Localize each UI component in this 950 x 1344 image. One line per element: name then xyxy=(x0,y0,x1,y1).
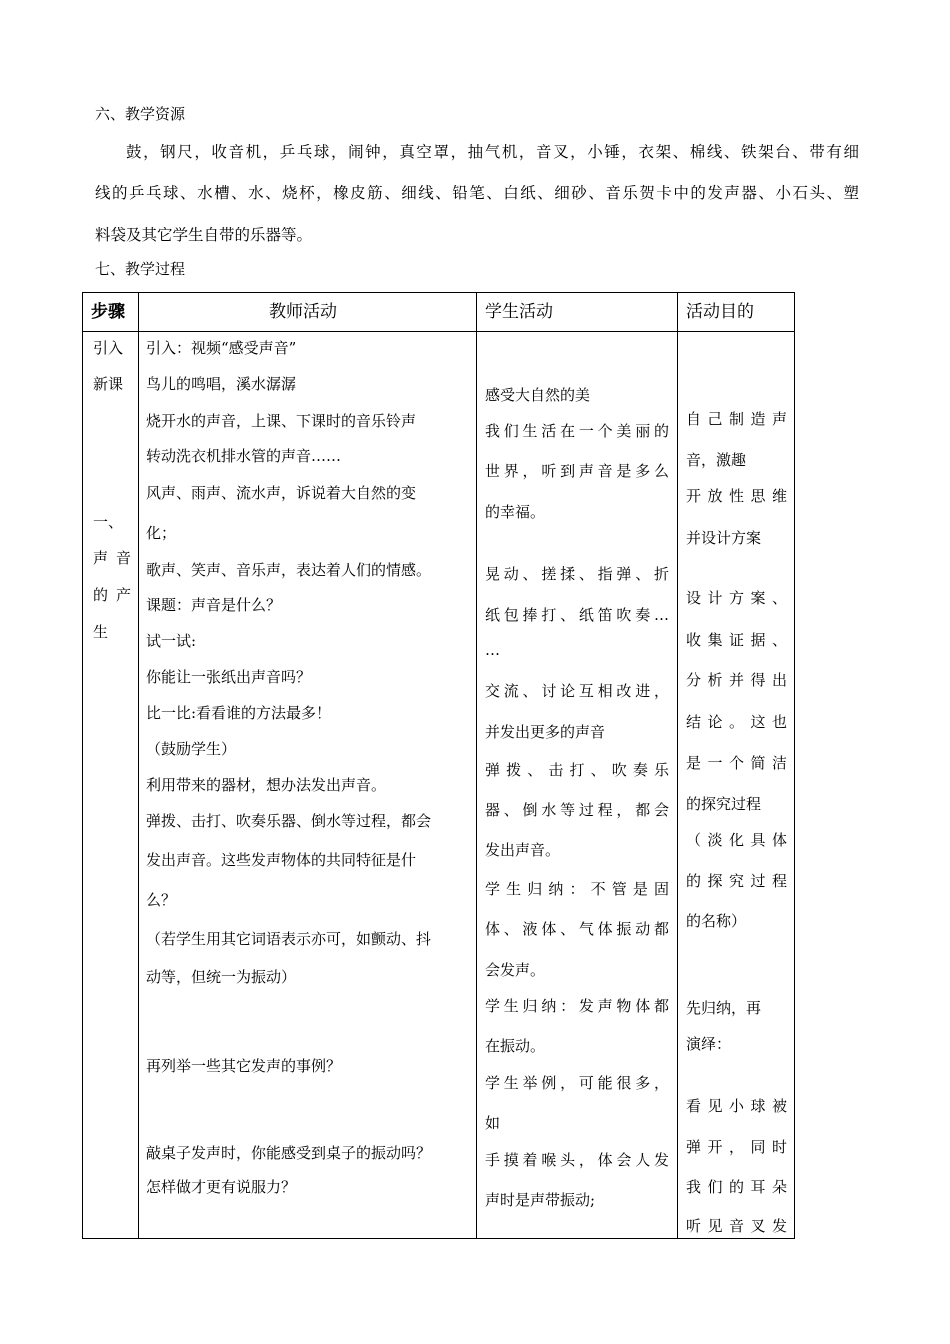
step-text: 生 xyxy=(93,623,109,641)
student-text: 在振动。 xyxy=(485,1037,546,1055)
teacher-text: 歌声、笑声、音乐声，表达着人们的情感。 xyxy=(146,561,432,579)
student-text: 器、倒水等过程，都会 xyxy=(485,801,669,819)
purpose-text: 是一个简洁 xyxy=(686,754,787,772)
paragraph-line: 鼓，钢尺，收音机，乒乓球，闹钟，真空罩，抽气机，音叉，小锤，衣架、棉线、铁架台、带有细 xyxy=(126,143,859,161)
teacher-text: 课题：声音是什么？ xyxy=(146,596,282,614)
purpose-text: 音，激趣 xyxy=(686,451,747,469)
student-text: 会发声。 xyxy=(485,961,546,979)
paragraph-line: 线的乒乓球、水槽、水、烧杯，橡皮筋、细线、铅笔、白纸、细砂、音乐贺卡中的发声器、小石头、塑 xyxy=(95,184,859,202)
teacher-text: 弹拨、击打、吹奏乐器、倒水等过程，都会 xyxy=(146,812,432,830)
step-text: 一、 xyxy=(93,513,124,531)
student-text: 交流、讨论互相改进， xyxy=(485,682,669,700)
student-text: 弹拨、击打、吹奏乐 xyxy=(485,761,669,779)
student-text: 纸包捧打、纸笛吹奏… xyxy=(485,606,669,624)
teacher-text: 烧开水的声音，上课、下课时的音乐铃声 xyxy=(146,412,417,430)
student-text: 的幸福。 xyxy=(485,503,546,521)
student-text: 手摸着喉头，体会人发 xyxy=(485,1151,669,1169)
teacher-text: 引入：视频“感受声音” xyxy=(146,339,297,357)
purpose-text: 看见小球被 xyxy=(686,1097,787,1115)
step-text: 新课 xyxy=(93,375,124,393)
purpose-text: 开放性思维 xyxy=(686,487,787,505)
student-text: … xyxy=(485,641,500,659)
student-text: 学生归纳：不管是固 xyxy=(485,880,669,898)
student-text: 感受大自然的美 xyxy=(485,386,591,404)
section-heading-process: 七、教学过程 xyxy=(95,260,186,278)
paragraph-line: 料袋及其它学生自带的乐器等。 xyxy=(95,226,313,244)
student-text: 世界，听到声音是多么 xyxy=(485,462,669,480)
teacher-text: 风声、雨声、流水声，诉说着大自然的变 xyxy=(146,484,417,502)
header-purpose: 活动目的 xyxy=(686,302,754,322)
teacher-text: 么？ xyxy=(146,891,177,909)
step-text: 声音 xyxy=(93,549,131,567)
teacher-text: 发出声音。这些发声物体的共同特征是什 xyxy=(146,851,417,869)
step-text: 的产 xyxy=(93,586,131,604)
student-text: 体、液体、气体振动都 xyxy=(485,920,669,938)
purpose-text: 收集证据、 xyxy=(686,631,787,649)
purpose-text: 演绎： xyxy=(686,1035,732,1053)
student-text: 发出声音。 xyxy=(485,841,561,859)
student-text: 学生归纳：发声物体都 xyxy=(485,997,669,1015)
student-text: 声时是声带振动; xyxy=(485,1191,596,1209)
purpose-text: 听见音叉发 xyxy=(686,1217,787,1235)
purpose-text: 并设计方案 xyxy=(686,529,762,547)
teacher-text: 敲桌子发声时，你能感受到桌子的振动吗？ xyxy=(146,1144,432,1162)
teacher-text: 怎样做才更有说服力？ xyxy=(146,1178,297,1196)
header-student: 学生活动 xyxy=(485,302,553,322)
purpose-text: 自己制造声 xyxy=(686,410,787,428)
step-text: 引入 xyxy=(93,339,124,357)
teacher-text: （鼓励学生） xyxy=(146,740,237,758)
student-text: 晃动、搓揉、指弹、折 xyxy=(485,565,669,583)
teacher-text: （若学生用其它词语表示亦可，如颤动、抖 xyxy=(146,930,432,948)
purpose-text: 先归纳，再 xyxy=(686,999,762,1017)
header-step: 步骤 xyxy=(91,302,125,322)
column-divider xyxy=(476,293,477,1238)
purpose-text: 结论。这也 xyxy=(686,713,787,731)
purpose-text: 分析并得出 xyxy=(686,671,787,689)
purpose-text: 弹开，同时 xyxy=(686,1138,787,1156)
student-text: 如 xyxy=(485,1114,501,1132)
teacher-text: 比一比:看看谁的方法最多！ xyxy=(146,704,332,722)
column-divider xyxy=(677,293,678,1238)
student-text: 学生举例，可能很多， xyxy=(485,1074,669,1092)
teacher-text: 鸟儿的鸣唱，溪水潺潺 xyxy=(146,375,297,393)
purpose-text: 设计方案、 xyxy=(686,589,787,607)
teaching-process-table xyxy=(82,292,795,1239)
student-text: 并发出更多的声音 xyxy=(485,723,606,741)
purpose-text: 的探究过程 xyxy=(686,872,787,890)
column-divider xyxy=(138,293,139,1238)
purpose-text: 的探究过程 xyxy=(686,795,762,813)
purpose-text: （淡化具体 xyxy=(686,831,787,849)
purpose-text: 我们的耳朵 xyxy=(686,1178,787,1196)
teacher-text: 再列举一些其它发声的事例？ xyxy=(146,1057,342,1075)
teacher-text: 你能让一张纸出声音吗？ xyxy=(146,668,312,686)
teacher-text: 试一试: xyxy=(146,632,197,650)
student-text: 我们生活在一个美丽的 xyxy=(485,422,669,440)
teacher-text: 动等，但统一为振动） xyxy=(146,968,297,986)
section-heading-resources: 六、教学资源 xyxy=(95,105,186,123)
header-teacher: 教师活动 xyxy=(269,302,337,322)
teacher-text: 转动洗衣机排水管的声音…… xyxy=(146,447,342,465)
teacher-text: 利用带来的器材，想办法发出声音。 xyxy=(146,776,387,794)
purpose-text: 的名称） xyxy=(686,912,747,930)
header-divider xyxy=(83,331,794,332)
teacher-text: 化； xyxy=(146,524,177,542)
